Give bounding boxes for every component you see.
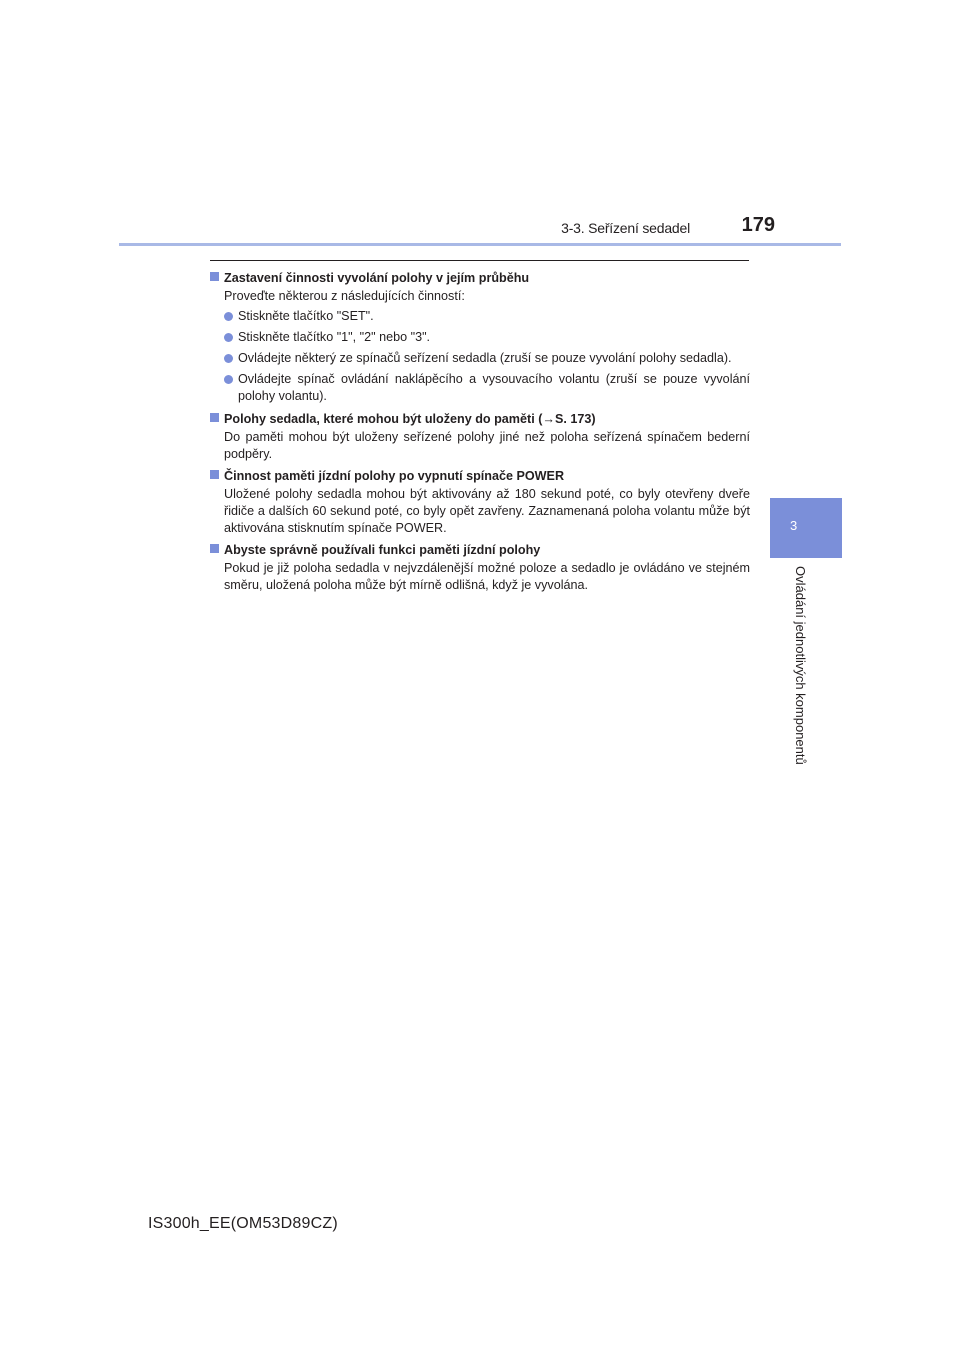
content-top-rule (210, 260, 749, 261)
section-paragraph: Do paměti mohou být uloženy seřízené polohy jiné než poloha seřízená spínačem bederní podpěry. (224, 430, 750, 461)
section-heading (210, 466, 750, 486)
section-memory-after-power-off (210, 466, 750, 537)
list-item (224, 371, 750, 405)
section-heading-text: Polohy sedadla, které mohou být uloženy do paměti (→S. 173) (224, 412, 596, 426)
chapter-number: 3 (790, 518, 798, 533)
section-heading-text: Zastavení činnosti vyvolání polohy v jejím průběhu (224, 271, 530, 285)
list-item-text: Stiskněte tlačítko "SET". (238, 309, 374, 323)
section-heading (210, 540, 750, 560)
content-body (210, 268, 750, 597)
section-storable-positions (210, 409, 750, 463)
document-code-footer: IS300h_EE(OM53D89CZ) (148, 1215, 338, 1232)
square-bullet-icon (210, 413, 219, 422)
circle-bullet-icon (224, 333, 233, 342)
square-bullet-icon (210, 544, 219, 553)
section-paragraph: Uložené polohy sedadla mohou být aktivovány až 180 sekund poté, co byly otevřeny dveře řidiče a dalších 60 sekund poté, co byly opět zavřeny. Zaznamenaná poloha volantu může být aktivována stisknutím spínače POWER. (224, 487, 750, 535)
circle-bullet-icon (224, 375, 233, 384)
section-paragraph: Pokud je již poloha sedadla v nejvzdálenější možné poloze a sedadlo je ovládáno ve stejném směru, uložená poloha může být mírně odlišná, když je vyvolána. (224, 561, 750, 592)
circle-bullet-icon (224, 312, 233, 321)
section-correct-usage (210, 540, 750, 594)
header-divider (119, 243, 841, 246)
section-heading-text: Abyste správně používali funkci paměti jízdní polohy (224, 543, 541, 557)
section-paragraph: Proveďte některou z následujících činností: (224, 289, 465, 303)
circle-bullet-icon (224, 354, 233, 363)
section-stop-recall (210, 268, 750, 405)
chapter-tab (770, 498, 842, 558)
section-heading-text: Činnost paměti jízdní polohy po vypnutí spínače POWER (224, 469, 565, 483)
list-item (224, 329, 750, 346)
list-item-text: Ovládejte některý ze spínačů seřízení sedadla (zruší se pouze vyvolání polohy sedadla). (238, 351, 732, 365)
square-bullet-icon (210, 470, 219, 479)
section-heading (210, 268, 750, 288)
running-header-section: 3-3. Seřízení sedadel (561, 220, 690, 236)
chapter-side-label: Ovládání jednotlivých komponentů (793, 566, 808, 765)
section-heading (210, 409, 750, 429)
page-number: 179 (741, 214, 775, 236)
list-item-text: Ovládejte spínač ovládání naklápěcího a vysouvacího volantu (zruší se pouze vyvolání polohy volantu). (238, 372, 750, 403)
square-bullet-icon (210, 272, 219, 281)
list-item-text: Stiskněte tlačítko "1", "2" nebo "3". (238, 330, 431, 344)
list-item (224, 308, 750, 325)
list-item (224, 350, 750, 367)
